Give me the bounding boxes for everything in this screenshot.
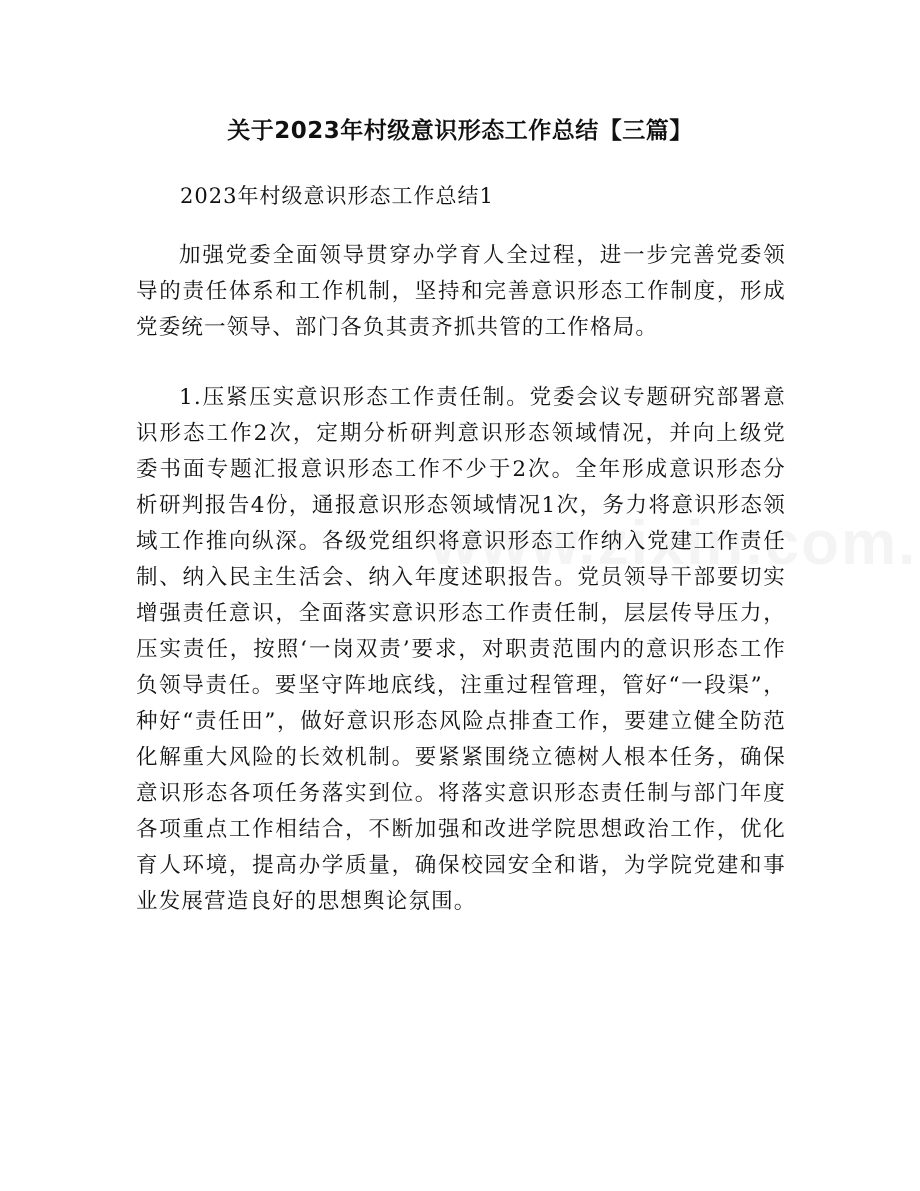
document-title: 关于2023年村级意识形态工作总结【三篇】 (227, 118, 693, 144)
paragraph-intro: 加强党委全面领导贯穿办学育人全过程，进一步完善党委领导的责任体系和工作机制，坚持和完善意识形态工作制度，形成党委统一领导、部门各负其责齐抓共管的工作格局。 (136, 243, 786, 340)
paragraph-responsibility: 1.压紧压实意识形态工作责任制。党委会议专题研究部署意识形态工作2次，定期分析研判意识形态领域情况，并向上级党委书面专题汇报意识形态工作不少于2次。全年形成意识形态分析研判报告4份，通报意识形态领域情况1次，务力将意识形态领域工作推向纵深。各级党组织将意识形态工作纳入党建工作责任制、纳入民主生活会、纳入年度述职报告。党员领导干部要切实增强责任意识，全面落实意识形态工作责任制，层层传导压力，压实责任，按照‘一岗双责’要求，对职责范围内的意识形态工作负领导责任。要坚守阵地底线，注重过程管理，管好“一段渠”，种好“责任田”，做好意识形态风险点排查工作，要建立健全防范化解重大风险的长效机制。要紧紧围绕立德树人根本任务，确保意识形态各项任务落实到位。将落实意识形态责任制与部门年度各项重点工作相结合，不断加强和改进学院思想政治工作，优化育人环境，提高办学质量，确保校园安全和谐，为学院党建和事业发展营造良好的思想舆论氛围。 (136, 385, 786, 914)
section-heading: 2023年村级意识形态工作总结1 (180, 184, 494, 208)
